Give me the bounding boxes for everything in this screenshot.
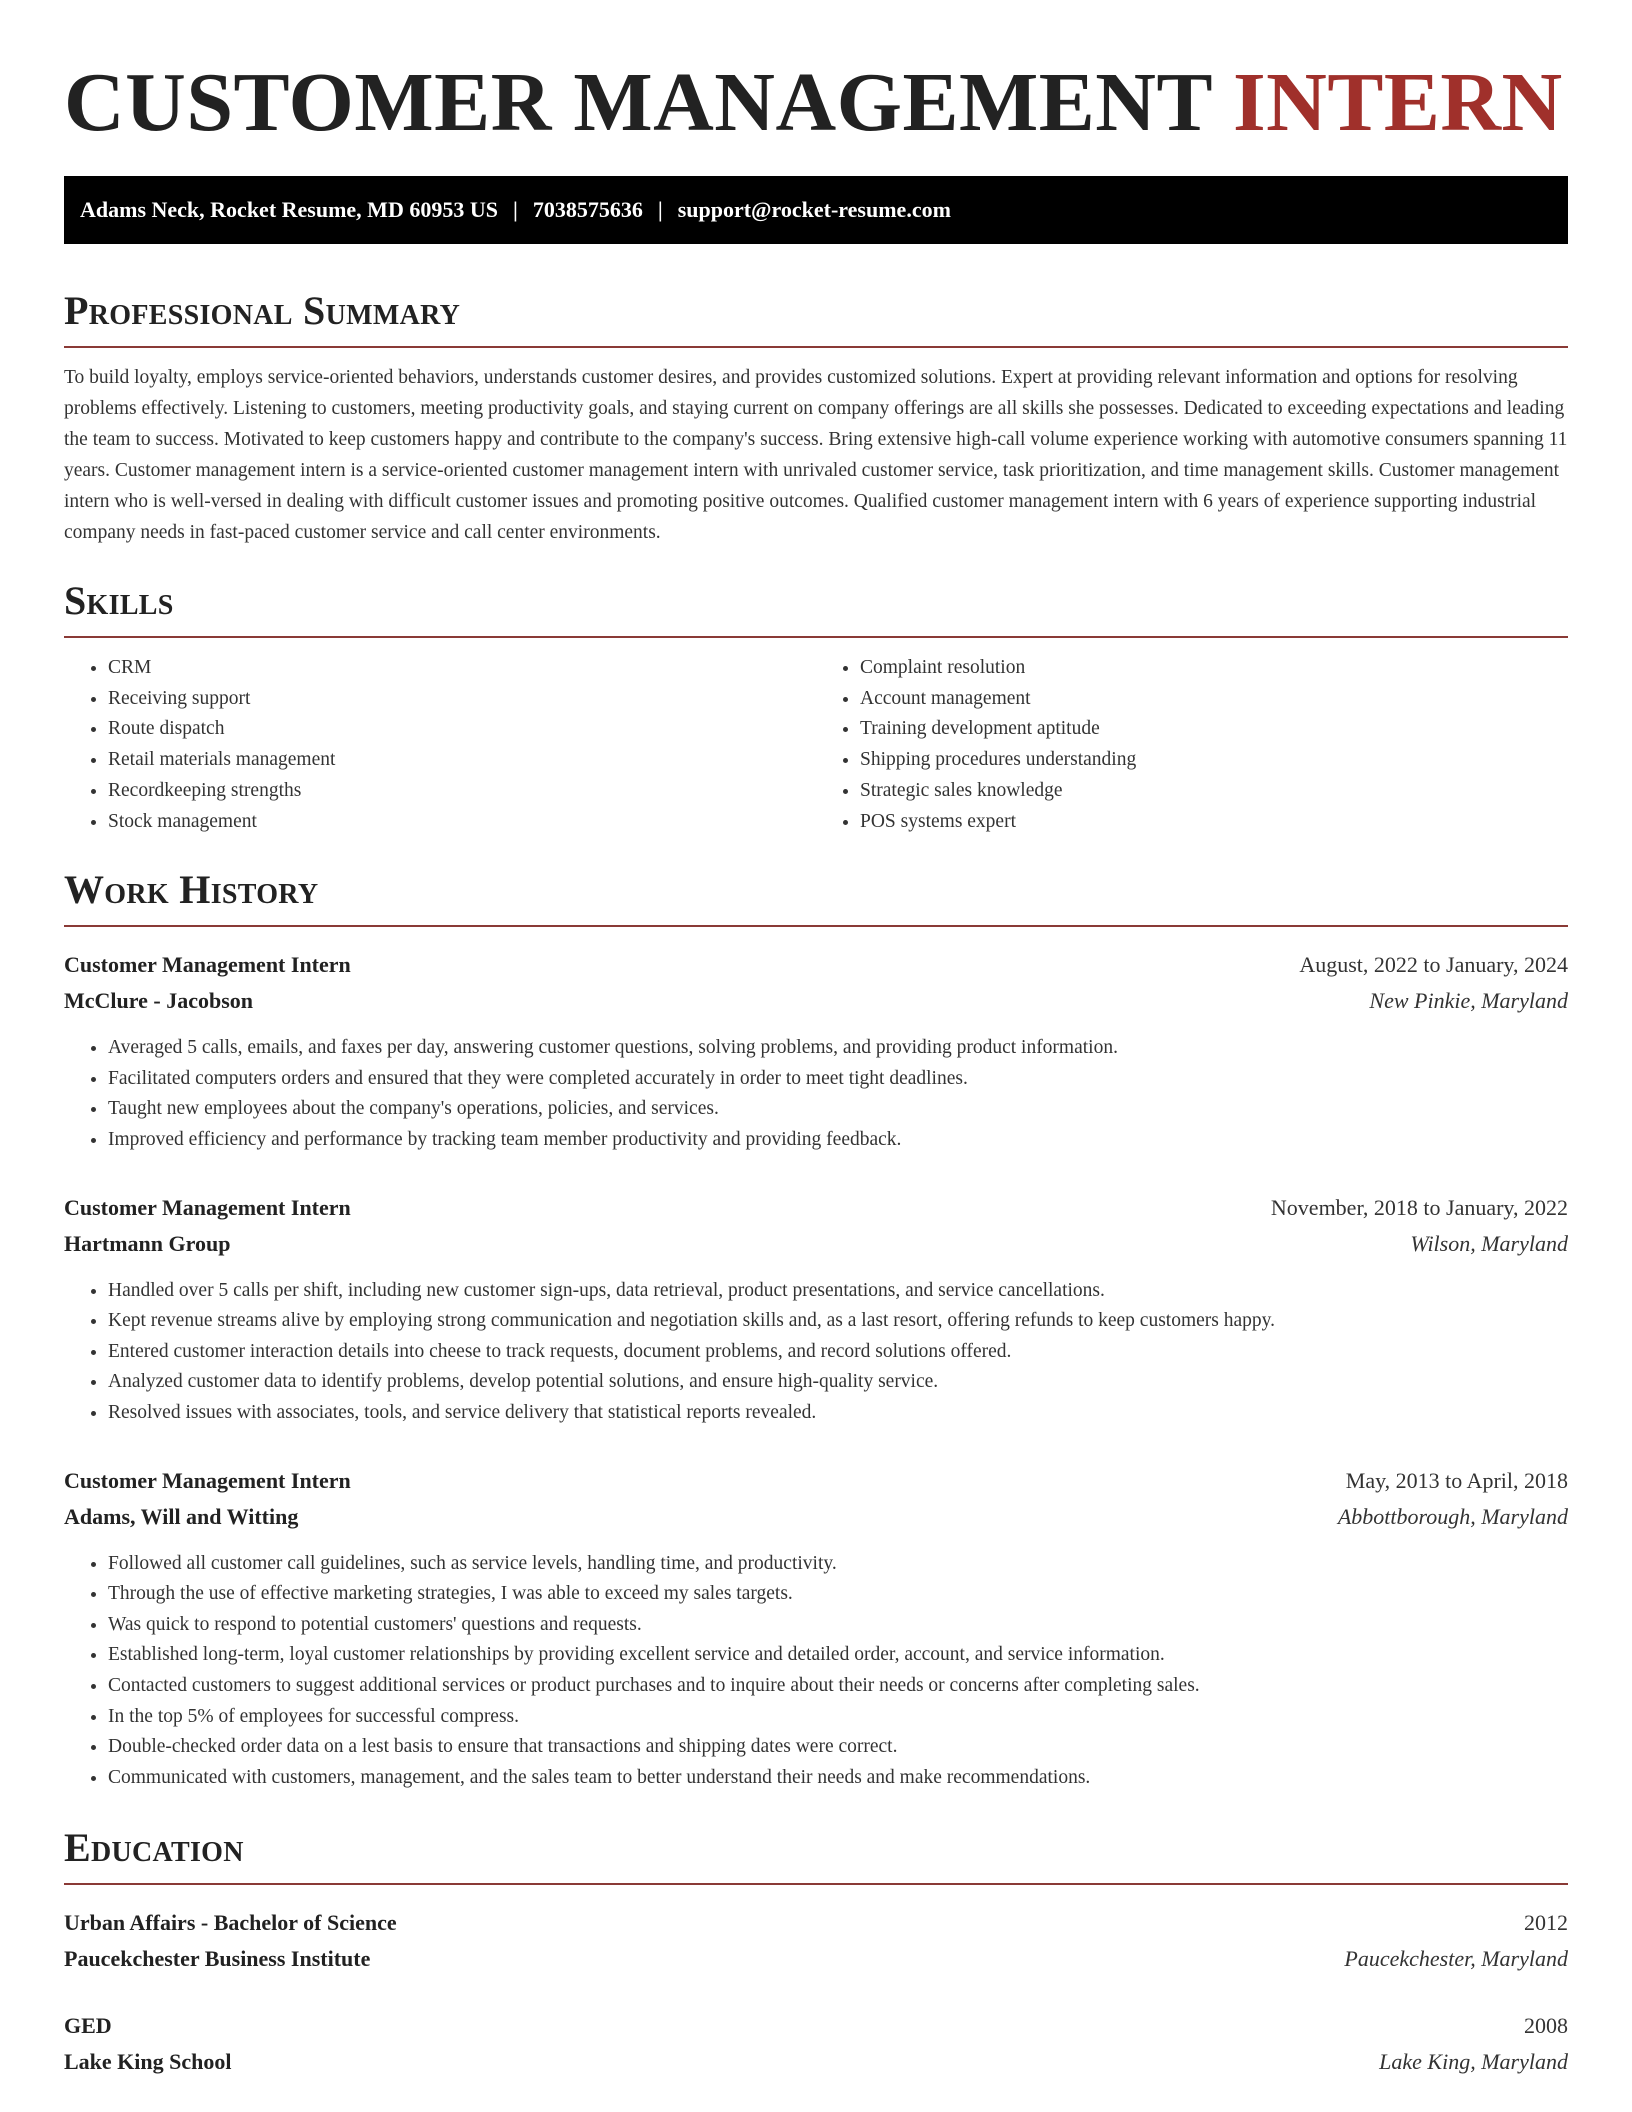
- job-dates: November, 2018 to January, 2022: [1270, 1194, 1568, 1220]
- skill-item: • Strategic sales knowledge: [860, 776, 1568, 807]
- education-degree: Urban Affairs - Bachelor of Science: [64, 1910, 397, 1936]
- job-bullet: • Resolved issues with associates, tools, and service delivery that statistical reports revealed.: [108, 1398, 1568, 1429]
- contact-email[interactable]: support@rocket-resume.com: [677, 197, 951, 222]
- contact-address: Adams Neck, Rocket Resume, MD 60953 US: [80, 197, 498, 222]
- title-main: CUSTOMER MANAGEMENT: [64, 56, 1212, 149]
- job-bullet: • Contacted customers to suggest additional services or product purchases and to inquire about their needs or concerns after completing sales.: [108, 1671, 1568, 1702]
- job-bullet: • Double-checked order data on a lest basis to ensure that transactions and shipping dates were correct.: [108, 1732, 1568, 1763]
- job-company: Adams, Will and Witting: [64, 1503, 299, 1529]
- education-location: Paucekchester, Maryland: [1344, 1946, 1568, 1972]
- education-entry: [64, 2008, 1568, 2080]
- job-title: Customer Management Intern: [64, 1194, 351, 1220]
- job-bullet: • Handled over 5 calls per shift, including new customer sign-ups, data retrieval, product presentations, and service cancellations.: [108, 1276, 1568, 1307]
- summary-heading: Professional Summary: [64, 288, 1568, 348]
- job-location: Wilson, Maryland: [1410, 1230, 1568, 1256]
- job-entry: [64, 1190, 1568, 1429]
- job-bullet: • Followed all customer call guidelines, such as service levels, handling time, and productivity.: [108, 1549, 1568, 1580]
- job-title: Customer Management Intern: [64, 1467, 351, 1493]
- job-bullet: • Through the use of effective marketing strategies, I was able to exceed my sales targets.: [108, 1579, 1568, 1610]
- education-entry: [64, 1905, 1568, 1977]
- contact-separator: |: [512, 197, 518, 222]
- skill-item: • Recordkeeping strengths: [108, 776, 816, 807]
- job-company: Hartmann Group: [64, 1230, 231, 1256]
- education-degree: GED: [64, 2013, 112, 2039]
- job-location: New Pinkie, Maryland: [1369, 988, 1568, 1014]
- work-history-heading: Work History: [64, 867, 1568, 927]
- job-bullet: • Analyzed customer data to identify problems, develop potential solutions, and ensure high-quality service.: [108, 1367, 1568, 1398]
- skill-item: • Shipping procedures understanding: [860, 745, 1568, 776]
- title-accent: INTERN: [1232, 56, 1563, 149]
- job-bullets: [64, 1276, 1568, 1429]
- skill-item: • Stock management: [108, 807, 816, 838]
- contact-bar: [64, 176, 1568, 244]
- education-heading: Education: [64, 1825, 1568, 1885]
- education-year: 2008: [1524, 2013, 1568, 2039]
- job-dates: August, 2022 to January, 2024: [1299, 952, 1568, 978]
- skill-item: • Receiving support: [108, 684, 816, 715]
- skills-column-left: [64, 653, 816, 837]
- skill-item: • Retail materials management: [108, 745, 816, 776]
- skill-item: • Account management: [860, 684, 1568, 715]
- skill-item: • Training development aptitude: [860, 714, 1568, 745]
- skills-column-right: [816, 653, 1568, 837]
- job-bullet: • Taught new employees about the company's operations, policies, and services.: [108, 1094, 1568, 1125]
- job-title: Customer Management Intern: [64, 952, 351, 978]
- job-bullet: • Averaged 5 calls, emails, and faxes per day, answering customer questions, solving problems, and providing product information.: [108, 1033, 1568, 1064]
- job-bullet: • Entered customer interaction details into cheese to track requests, document problems, and record solutions offered.: [108, 1337, 1568, 1368]
- education-school: Lake King School: [64, 2049, 232, 2075]
- skill-item: • CRM: [108, 653, 816, 684]
- job-entry: [64, 1463, 1568, 1794]
- job-bullet: • Improved efficiency and performance by tracking team member productivity and providing feedback.: [108, 1125, 1568, 1156]
- job-entry: [64, 947, 1568, 1155]
- education-school: Paucekchester Business Institute: [64, 1946, 371, 1972]
- job-bullets: [64, 1549, 1568, 1794]
- job-bullet: • Facilitated computers orders and ensured that they were completed accurately in order to meet tight deadlines.: [108, 1064, 1568, 1095]
- job-location: Abbottborough, Maryland: [1337, 1503, 1568, 1529]
- contact-separator: |: [657, 197, 663, 222]
- job-dates: May, 2013 to April, 2018: [1345, 1467, 1568, 1493]
- job-company: McClure - Jacobson: [64, 988, 254, 1014]
- job-bullet: • Kept revenue streams alive by employing strong communication and negotiation skills and, as a last resort, offering refunds to keep customers happy.: [108, 1306, 1568, 1337]
- job-bullet: • Communicated with customers, management, and the sales team to better understand their needs and make recommendations.: [108, 1763, 1568, 1794]
- skill-item: • Route dispatch: [108, 714, 816, 745]
- skill-item: • Complaint resolution: [860, 653, 1568, 684]
- skills-heading: Skills: [64, 578, 1568, 638]
- education-location: Lake King, Maryland: [1379, 2049, 1568, 2075]
- education-year: 2012: [1524, 1910, 1568, 1936]
- job-bullets: [64, 1033, 1568, 1155]
- job-bullet: • Established long-term, loyal customer relationships by providing excellent service and detailed order, account, and service information.: [108, 1640, 1568, 1671]
- job-bullet: • Was quick to respond to potential customers' questions and requests.: [108, 1610, 1568, 1641]
- summary-text: To build loyalty, employs service-oriented behaviors, understands customer desires, and provides customized solutions. Expert at providing relevant information and options for resolving problems effectively. Listening to customers, meeting productivity goals, and staying current on company offerings are all skills she possesses. Dedicated to exceeding expectations and leading the team to success. Motivated to keep customers happy and contribute to the company's success. Bring extensive high-call volume experience working with automotive consumers spanning 11 years. Customer management intern is a service-oriented customer management intern with unrivaled customer service, task prioritization, and time management skills. Customer management intern who is well-versed in dealing with difficult customer issues and promoting positive outcomes. Qualified customer management intern with 6 years of experience supporting industrial company needs in fast-paced customer service and call center environments.: [64, 367, 1568, 543]
- skills-list: [64, 653, 1568, 837]
- contact-phone[interactable]: 7038575636: [532, 197, 643, 222]
- resume-title: [64, 58, 1568, 148]
- job-bullet: • In the top 5% of employees for successful compress.: [108, 1702, 1568, 1733]
- resume-page: [64, 0, 1568, 2080]
- skill-item: • POS systems expert: [860, 807, 1568, 838]
